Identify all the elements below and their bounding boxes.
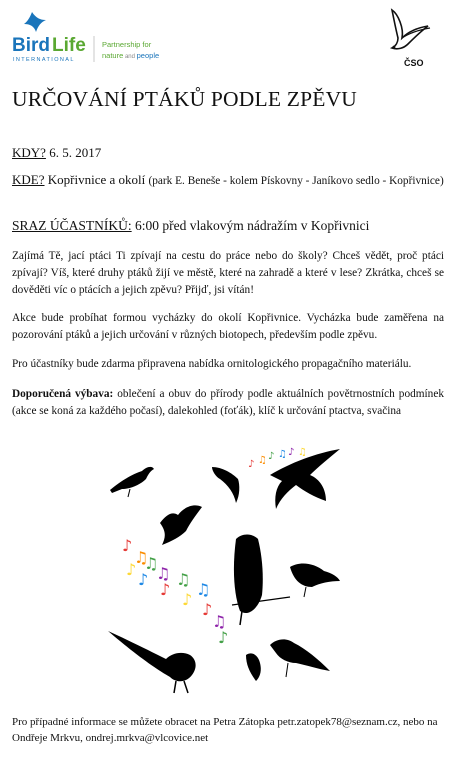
svg-text:♪: ♪ — [138, 570, 149, 589]
svg-text:♫: ♫ — [134, 548, 149, 567]
where-detail: (park E. Beneše - kolem Pískovny - Janíkovo sedlo - Kopřivnice) — [148, 175, 444, 187]
svg-text:♫: ♫ — [156, 564, 171, 583]
svg-text:♫: ♫ — [144, 554, 159, 573]
meet-label: SRAZ ÚČASTNÍKŮ: — [12, 218, 132, 233]
page-title: URČOVÁNÍ PTÁKŮ PODLE ZPĚVU — [12, 87, 358, 111]
equipment-text: oblečení a obuv do přírody podle aktuálních povětrnostních podmínek (akce se koná za každého počasí), dalekohled (foťák), klíč k určování ptactva, svačina — [12, 388, 444, 417]
svg-text:♪: ♪ — [248, 459, 255, 470]
svg-text:♫: ♫ — [278, 449, 287, 460]
svg-text:♪: ♪ — [126, 560, 137, 579]
equipment-label: Doporučená výbava: — [12, 388, 114, 400]
birdlife-bird-icon — [10, 6, 188, 66]
svg-text:♪: ♪ — [160, 580, 171, 599]
birdlife-wordmark: Bird — [12, 35, 50, 56]
svg-text:♫: ♫ — [196, 580, 211, 599]
svg-text:♪: ♪ — [218, 628, 229, 647]
where-line — [12, 171, 444, 190]
birdlife-logo — [10, 6, 188, 66]
equipment-paragraph — [12, 386, 444, 420]
birds-and-music-notes-icon — [100, 445, 390, 695]
svg-text:♪: ♪ — [268, 451, 275, 462]
svg-text:Life: Life — [52, 35, 86, 56]
meet-value: 6:00 před vlakovým nádražím v Kopřivnici — [131, 218, 370, 233]
svg-text:♫: ♫ — [176, 570, 191, 589]
materials-paragraph: Pro účastníky bude zdarma připravena nabídka ornitologického propagačního materiálu. — [12, 358, 412, 370]
where-value: Kopřivnice a okolí — [44, 172, 149, 187]
svg-text:♪: ♪ — [202, 600, 213, 619]
cso-label: ČSO — [404, 58, 424, 68]
cso-logo — [378, 4, 438, 70]
when-line — [12, 144, 101, 161]
svg-text:♫: ♫ — [212, 612, 227, 631]
meet-line — [12, 217, 369, 234]
contact-footer: Pro případné informace se můžete obracet na Petra Zátopka petr.zatopek78@seznam.cz, nebo na Ondřeje Mrkvu, ondrej.mrkva@vlcovice.net — [12, 716, 438, 744]
intro-paragraph: Zajímá Tě, jací ptáci Ti zpívají na cestu do práce nebo do školy? Chceš vědět, proč ptáci zpívají? Víš, které druhy ptáků žijí ve městě, které na zahradě a které v lese? Zkrátka, chceš se dověděti víc o ptácích a jejich zpěvu? Přijď, jsi vítán! — [12, 250, 444, 296]
birdlife-subtitle: INTERNATIONAL — [13, 57, 75, 63]
svg-text:♫: ♫ — [258, 455, 267, 466]
svg-text:♪: ♪ — [288, 447, 295, 458]
when-value: 6. 5. 2017 — [45, 145, 102, 160]
where-label: KDE? — [12, 172, 45, 187]
birds-illustration — [100, 445, 390, 695]
svg-text:♪: ♪ — [122, 536, 133, 555]
svg-text:♪: ♪ — [182, 590, 193, 609]
partnership-line2: nature and people — [102, 51, 160, 60]
cso-bird-icon — [378, 4, 438, 70]
partnership-line1: Partnership for — [102, 40, 152, 49]
when-label: KDY? — [12, 145, 46, 160]
program-paragraph: Akce bude probíhat formou vycházky do okolí Kopřivnice. Vycházka bude zaměřena na pozorování ptáků a jejich určování v různých biotopech, především podle zpěvu. — [12, 312, 444, 341]
svg-text:♫: ♫ — [298, 447, 307, 458]
